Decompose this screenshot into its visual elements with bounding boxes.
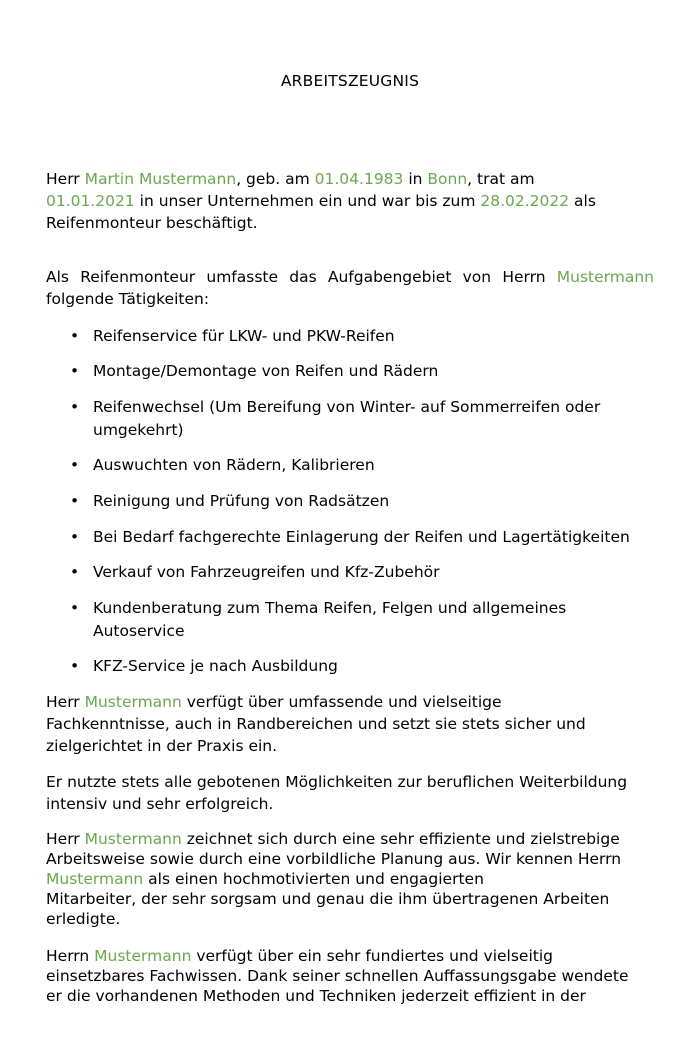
expertise-paragraph	[46, 946, 654, 1006]
list-item	[70, 597, 660, 643]
expertise-line-2: einsetzbares Fachwissen. Dank seiner schnellen Auffassungsgabe wendete	[46, 967, 629, 985]
bullet-icon: •	[70, 362, 80, 380]
text: , geb. am	[236, 170, 315, 188]
work-style-line-5: erledigte.	[46, 910, 121, 928]
bullet-icon: •	[70, 599, 80, 617]
bullet-icon: •	[70, 398, 80, 416]
birth-date: 01.04.1983	[314, 170, 404, 188]
work-style-line-2: Arbeitsweise sowie durch eine vorbildliche Planung aus. Wir kennen Herrn	[46, 850, 622, 868]
list-item	[70, 454, 660, 477]
list-item-text: Bei Bedarf fachgerechte Einlagerung der Reifen und Lagertätigkeiten	[93, 528, 630, 546]
bullet-icon: •	[70, 563, 80, 581]
bullet-icon: •	[70, 327, 80, 345]
employee-surname: Mustermann	[46, 870, 144, 888]
tasks-intro-line-1	[46, 266, 654, 288]
text: Als Reifenmonteur umfasste das Aufgabengebiet von Herrn	[46, 268, 557, 286]
list-item	[70, 561, 660, 584]
text: als	[569, 192, 596, 210]
text: in unser Unternehmen ein und war bis zum	[134, 192, 481, 210]
expertise-line-1	[46, 946, 654, 966]
list-item-text: umgekehrt)	[93, 421, 184, 439]
list-item-text: Verkauf von Fahrzeugreifen und Kfz-Zubehör	[93, 563, 440, 581]
training-line-2: intensiv und sehr erfolgreich.	[46, 795, 274, 813]
text: Herr	[46, 830, 85, 848]
employee-name: Martin Mustermann	[84, 170, 237, 188]
list-item-text: Kundenberatung zum Thema Reifen, Felgen und allgemeines	[93, 599, 567, 617]
tasks-intro-paragraph	[46, 266, 654, 310]
text: in	[403, 170, 428, 188]
list-item	[70, 655, 660, 678]
birth-place: Bonn	[427, 170, 468, 188]
start-date: 01.01.2021	[46, 192, 135, 210]
list-item-text: Autoservice	[93, 622, 185, 640]
list-item-text: Reifenwechsel (Um Bereifung von Winter- auf Sommerreifen oder	[93, 398, 601, 416]
document-title: ARBEITSZEUGNIS	[280, 72, 420, 90]
work-style-line-1	[46, 829, 654, 849]
skills-line-2: Fachkenntnisse, auch in Randbereichen und setzt sie stets sicher und	[46, 715, 586, 733]
skills-paragraph	[46, 691, 654, 757]
bullet-icon: •	[70, 456, 80, 474]
list-item	[70, 396, 660, 442]
text: , trat am	[467, 170, 535, 188]
list-item	[70, 490, 660, 513]
text: zeichnet sich durch eine sehr effiziente und zielstrebige	[181, 830, 620, 848]
expertise-line-3: er die vorhandenen Methoden und Techniken jederzeit effizient in der	[46, 987, 586, 1005]
list-item-text: Reinigung und Prüfung von Radsätzen	[93, 492, 390, 510]
intro-line-3: Reifenmonteur beschäftigt.	[46, 214, 258, 232]
bullet-icon: •	[70, 492, 80, 510]
list-item-text: Reifenservice für LKW- und PKW-Reifen	[93, 327, 395, 345]
skills-line-1	[46, 691, 654, 713]
list-item-text: Auswuchten von Rädern, Kalibrieren	[93, 456, 375, 474]
list-item	[70, 325, 660, 348]
skills-line-3: zielgerichtet in der Praxis ein.	[46, 737, 278, 755]
work-style-line-3	[46, 869, 654, 889]
text: Herr	[46, 693, 85, 711]
list-item-text: KFZ-Service je nach Ausbildung	[93, 657, 338, 675]
text: als einen hochmotivierten und engagierten	[143, 870, 484, 888]
employee-surname: Mustermann	[84, 830, 182, 848]
bullet-icon: •	[70, 657, 80, 675]
work-style-line-4: Mitarbeiter, der sehr sorgsam und genau die ihm übertragenen Arbeiten	[46, 890, 610, 908]
text: Herrn	[46, 947, 95, 965]
list-item	[70, 360, 660, 383]
text: verfügt über umfassende und vielseitige	[181, 693, 502, 711]
training-paragraph	[46, 771, 654, 815]
employee-surname: Mustermann	[556, 268, 654, 286]
employee-surname: Mustermann	[84, 693, 182, 711]
tasks-intro-line-2: folgende Tätigkeiten:	[46, 290, 210, 308]
intro-line-2	[46, 190, 654, 212]
end-date: 28.02.2022	[480, 192, 570, 210]
intro-paragraph	[46, 168, 654, 234]
text: Herr	[46, 170, 85, 188]
intro-line-1	[46, 168, 654, 190]
bullet-icon: •	[70, 528, 80, 546]
list-item-text: Montage/Demontage von Reifen und Rädern	[93, 362, 439, 380]
list-item	[70, 526, 660, 549]
text: verfügt über ein sehr fundiertes und vielseitig	[191, 947, 553, 965]
work-style-paragraph	[46, 829, 654, 929]
training-line-1: Er nutzte stets alle gebotenen Möglichkeiten zur beruflichen Weiterbildung	[46, 773, 628, 791]
employee-surname: Mustermann	[94, 947, 192, 965]
